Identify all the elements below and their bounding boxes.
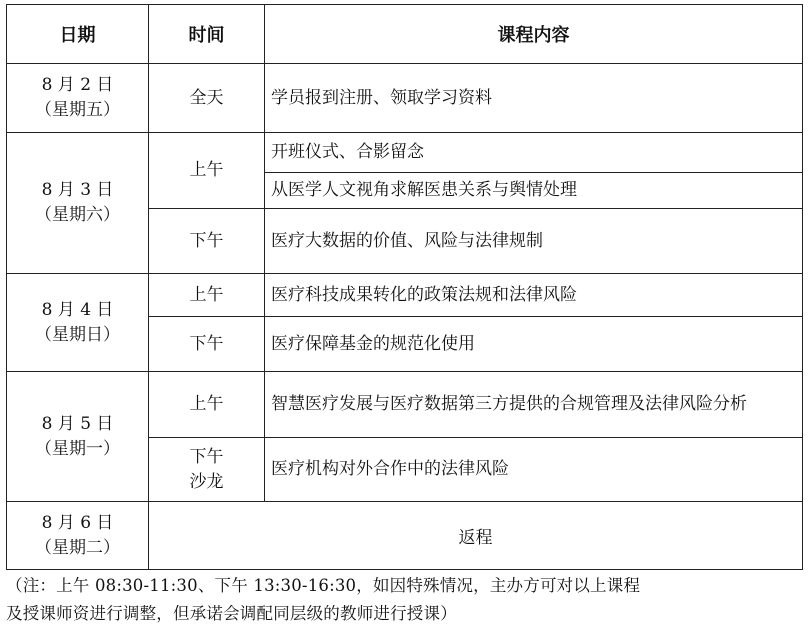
schedule-table [6,4,803,570]
header-time: 时间 [149,5,265,64]
weekday-label: （星期日） [35,324,120,345]
course-cell: 医疗科技成果转化的政策法规和法律风险 [265,274,803,317]
return-cell: 返程 [149,502,803,570]
time-cell: 下午 [149,317,265,372]
table-row [7,274,803,317]
header-date: 日期 [7,5,149,64]
date-cell [7,372,149,502]
course-cell: 医疗保障基金的规范化使用 [265,317,803,372]
time-cell: 上午 [149,133,265,209]
date-label: 8 月 3 日 [41,180,114,200]
time-cell [149,438,265,502]
table-row [7,372,803,438]
header-content: 课程内容 [265,5,803,64]
course-cell: 医疗机构对外合作中的法律风险 [265,438,803,502]
date-label: 8 月 6 日 [41,512,114,533]
table-row [7,64,803,133]
weekday-label: （星期一） [35,438,120,459]
time-cell: 上午 [149,274,265,317]
date-cell [7,64,149,133]
table-row [7,133,803,173]
header-row [7,5,803,64]
course-cell: 智慧医疗发展与医疗数据第三方提供的合规管理及法律风险分析 [265,372,803,438]
course-cell: 从医学人文视角求解医患关系与舆情处理 [265,173,803,209]
date-cell [7,133,149,274]
date-label: 8 月 5 日 [41,413,114,434]
date-label: 8 月 4 日 [41,299,114,320]
footnote-line: （注：上午 08:30-11:30、下午 13:30-16:30，如因特殊情况，主办方可对以上课程 [6,576,641,595]
time-cell: 下午 [149,209,265,274]
time-label: 下午 [189,446,224,467]
time-label-salon: 沙龙 [189,471,224,492]
time-cell: 全天 [149,64,265,133]
date-cell [7,502,149,570]
date-label: 8 月 2 日 [41,75,114,95]
weekday-label: （星期六） [35,205,120,225]
table-row [7,502,803,570]
weekday-label: （星期二） [35,537,120,558]
footnote-line: 及授课师资进行调整，但承诺会调配同层级的教师进行授课） [6,604,457,623]
course-cell: 医疗大数据的价值、风险与法律规制 [265,209,803,274]
weekday-label: （星期五） [35,100,120,120]
course-cell: 学员报到注册、领取学习资料 [265,64,803,133]
footnote [6,572,806,628]
time-cell: 上午 [149,372,265,438]
date-cell [7,274,149,372]
course-cell: 开班仪式、合影留念 [265,133,803,173]
